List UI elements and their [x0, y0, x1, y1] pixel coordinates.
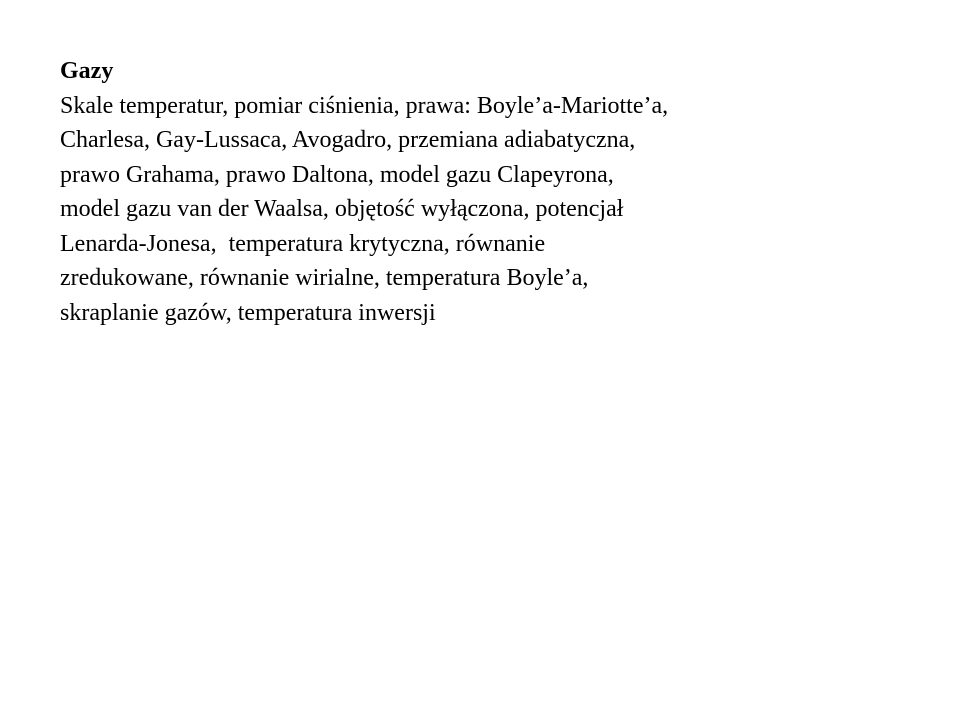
body-line: Lenarda-Jonesa, temperatura krytyczna, równanie [60, 230, 546, 257]
body-line: Skale temperatur, pomiar ciśnienia, prawa: Boyle’a-Mariotte’a, [60, 92, 669, 119]
body-line: skraplanie gazów, temperatura inwersji [60, 299, 436, 326]
slide-title: Gazy [60, 58, 114, 84]
slide-text-block [60, 54, 920, 330]
body-line: model gazu van der Waalsa, objętość wyłączona, potencjał [60, 196, 624, 222]
body-line: prawo Grahama, prawo Daltona, model gazu Clapeyrona, [60, 161, 614, 188]
body-line: Charlesa, Gay-Lussaca, Avogadro, przemiana adiabatyczna, [60, 127, 636, 153]
body-line: zredukowane, równanie wirialne, temperatura Boyle’a, [60, 265, 589, 291]
